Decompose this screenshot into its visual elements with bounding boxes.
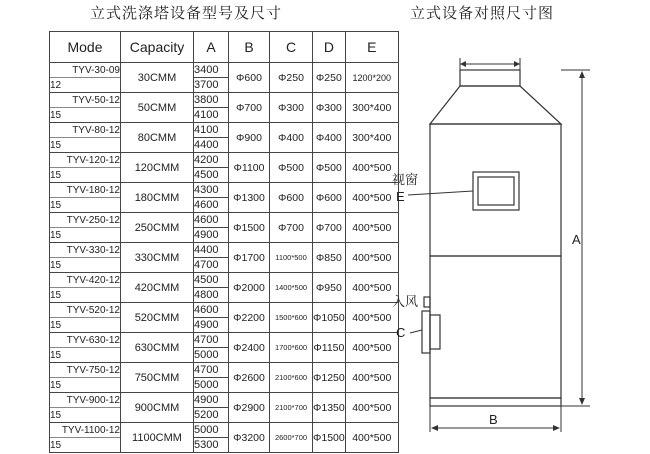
viewport-label: 视窗	[392, 173, 419, 188]
capacity-cell: 750CMM	[121, 363, 194, 393]
d-cell: Φ250	[313, 63, 346, 93]
model-cell-sub: 15	[50, 228, 121, 243]
upper-body	[430, 124, 561, 256]
model-cell-sub: 15	[50, 318, 121, 333]
a-cell-top: 5000	[194, 423, 229, 438]
e-cell: 300*400	[345, 123, 398, 153]
a-cell-top: 3800	[194, 93, 229, 108]
d-cell: Φ300	[313, 93, 346, 123]
b-cell: Φ1100	[229, 153, 270, 183]
c-cell: Φ250	[270, 63, 313, 93]
a-cell-top: 4700	[194, 333, 229, 348]
a-cell-bottom: 5200	[194, 408, 229, 423]
c-label: C	[396, 325, 406, 340]
capacity-cell: 30CMM	[121, 63, 194, 93]
model-cell: TYV-520-12	[50, 303, 121, 318]
header-capacity: Capacity	[121, 32, 194, 63]
model-cell: TYV-120-12	[50, 153, 121, 168]
c-cell: 1400*500	[270, 273, 313, 303]
c-cell: 1700*600	[270, 333, 313, 363]
header-a: A	[194, 32, 229, 63]
a-cell-bottom: 5300	[194, 438, 229, 453]
a-cell-bottom: 4900	[194, 318, 229, 333]
c-cell: 2100*700	[270, 393, 313, 423]
viewport-window	[473, 172, 519, 210]
a-cell-bottom: 4600	[194, 198, 229, 213]
a-arrow-top	[579, 71, 585, 78]
capacity-cell: 80CMM	[121, 123, 194, 153]
capacity-cell: 330CMM	[121, 243, 194, 273]
model-cell-sub: 15	[50, 168, 121, 183]
header-d: D	[313, 32, 346, 63]
capacity-cell: 1100CMM	[121, 423, 194, 453]
model-cell-sub: 15	[50, 138, 121, 153]
a-cell-bottom: 4400	[194, 138, 229, 153]
a-cell-top: 4700	[194, 363, 229, 378]
lower-body	[430, 256, 561, 398]
model-cell: TYV-180-12	[50, 183, 121, 198]
viewport-glass	[478, 177, 514, 205]
e-cell: 300*400	[345, 93, 398, 123]
header-e: E	[345, 32, 398, 63]
top-cone	[430, 86, 561, 124]
e-cell: 400*500	[345, 333, 398, 363]
model-cell: TYV-50-12	[50, 93, 121, 108]
table-title: 立式洗涤塔设备型号及尺寸	[90, 4, 283, 22]
e-cell: 400*500	[345, 303, 398, 333]
a-cell-top: 4600	[194, 213, 229, 228]
b-cell: Φ600	[229, 63, 270, 93]
b-cell: Φ1700	[229, 243, 270, 273]
c-cell: 2100*600	[270, 363, 313, 393]
model-cell: TYV-750-12	[50, 363, 121, 378]
c-cell: 1500*600	[270, 303, 313, 333]
model-cell: TYV-30-09	[50, 63, 121, 78]
d-cell: Φ1150	[313, 333, 346, 363]
c-cell: 1100*500	[270, 243, 313, 273]
d-cell: Φ1350	[313, 393, 346, 423]
a-cell-bottom: 3700	[194, 78, 229, 93]
c-cell: Φ700	[270, 213, 313, 243]
d-cell: Φ850	[313, 243, 346, 273]
capacity-cell: 900CMM	[121, 393, 194, 423]
model-cell-sub: 12	[50, 78, 121, 93]
b-cell: Φ1500	[229, 213, 270, 243]
a-cell-bottom: 4800	[194, 288, 229, 303]
capacity-cell: 630CMM	[121, 333, 194, 363]
header-b: B	[229, 32, 270, 63]
d-cell: Φ1500	[313, 423, 346, 453]
a-cell-bottom: 4900	[194, 228, 229, 243]
e-cell: 400*500	[345, 393, 398, 423]
a-cell-top: 3400	[194, 63, 229, 78]
inlet-flange	[422, 311, 430, 353]
capacity-cell: 520CMM	[121, 303, 194, 333]
a-cell-top: 4200	[194, 153, 229, 168]
e-cell: 400*500	[345, 213, 398, 243]
a-cell-top: 4500	[194, 273, 229, 288]
diagram-title: 立式设备对照尺寸图	[410, 4, 555, 22]
e-cell: 1200*200	[345, 63, 398, 93]
capacity-cell: 250CMM	[121, 213, 194, 243]
model-cell: TYV-630-12	[50, 333, 121, 348]
b-cell: Φ1300	[229, 183, 270, 213]
d-cell: Φ600	[313, 183, 346, 213]
model-cell: TYV-330-12	[50, 243, 121, 258]
b-cell: Φ3200	[229, 423, 270, 453]
a-cell-bottom: 4500	[194, 168, 229, 183]
model-cell-sub: 15	[50, 438, 121, 453]
a-label: A	[572, 232, 581, 247]
top-dim-arrow-right	[514, 61, 520, 67]
a-arrow-bottom	[579, 398, 585, 405]
a-cell-bottom: 4100	[194, 108, 229, 123]
b-cell: Φ2400	[229, 333, 270, 363]
capacity-cell: 180CMM	[121, 183, 194, 213]
model-cell: TYV-1100-12	[50, 423, 121, 438]
a-cell-top: 4300	[194, 183, 229, 198]
header-mode: Mode	[50, 32, 121, 63]
c-cell: 2600*700	[270, 423, 313, 453]
c-cell: Φ400	[270, 123, 313, 153]
a-cell-bottom: 5000	[194, 348, 229, 363]
capacity-cell: 50CMM	[121, 93, 194, 123]
inlet-duct	[430, 315, 440, 349]
inlet-label: 入风	[392, 295, 419, 310]
a-cell-top: 4400	[194, 243, 229, 258]
d-cell: Φ400	[313, 123, 346, 153]
capacity-cell: 420CMM	[121, 273, 194, 303]
header-c: C	[270, 32, 313, 63]
a-cell-top: 4100	[194, 123, 229, 138]
c-cell: Φ300	[270, 93, 313, 123]
c-cell: Φ600	[270, 183, 313, 213]
e-leader	[408, 191, 473, 195]
model-cell-sub: 15	[50, 288, 121, 303]
d-cell: Φ500	[313, 153, 346, 183]
c-cell: Φ500	[270, 153, 313, 183]
model-cell-sub: 15	[50, 198, 121, 213]
e-label: E	[396, 189, 405, 204]
b-cell: Φ900	[229, 123, 270, 153]
model-cell-sub: 15	[50, 108, 121, 123]
e-cell: 400*500	[345, 363, 398, 393]
model-cell-sub: 15	[50, 258, 121, 273]
d-cell: Φ1050	[313, 303, 346, 333]
e-cell: 400*500	[345, 243, 398, 273]
a-cell-bottom: 4700	[194, 258, 229, 273]
b-cell: Φ2000	[229, 273, 270, 303]
model-cell: TYV-250-12	[50, 213, 121, 228]
b-label: B	[489, 412, 498, 427]
d-cell: Φ700	[313, 213, 346, 243]
capacity-cell: 120CMM	[121, 153, 194, 183]
e-cell: 400*500	[345, 153, 398, 183]
model-cell: TYV-900-12	[50, 393, 121, 408]
b-cell: Φ2900	[229, 393, 270, 423]
a-cell-top: 4600	[194, 303, 229, 318]
d-cell: Φ950	[313, 273, 346, 303]
e-cell: 400*500	[345, 423, 398, 453]
e-cell: 400*500	[345, 273, 398, 303]
b-cell: Φ2200	[229, 303, 270, 333]
c-leader	[410, 330, 422, 333]
base-plate	[430, 398, 561, 406]
b-arrow-right	[553, 425, 560, 431]
model-cell: TYV-420-12	[50, 273, 121, 288]
model-cell: TYV-80-12	[50, 123, 121, 138]
top-outlet-duct	[460, 70, 520, 86]
model-cell-sub: 15	[50, 348, 121, 363]
model-cell-sub: 15	[50, 378, 121, 393]
inlet-marker	[424, 297, 430, 307]
b-cell: Φ700	[229, 93, 270, 123]
d-cell: Φ1250	[313, 363, 346, 393]
a-cell-top: 4900	[194, 393, 229, 408]
b-arrow-left	[431, 425, 438, 431]
b-cell: Φ2600	[229, 363, 270, 393]
top-dim-arrow-left	[460, 61, 466, 67]
model-cell-sub: 15	[50, 408, 121, 423]
a-cell-bottom: 5000	[194, 378, 229, 393]
e-cell: 400*500	[345, 183, 398, 213]
